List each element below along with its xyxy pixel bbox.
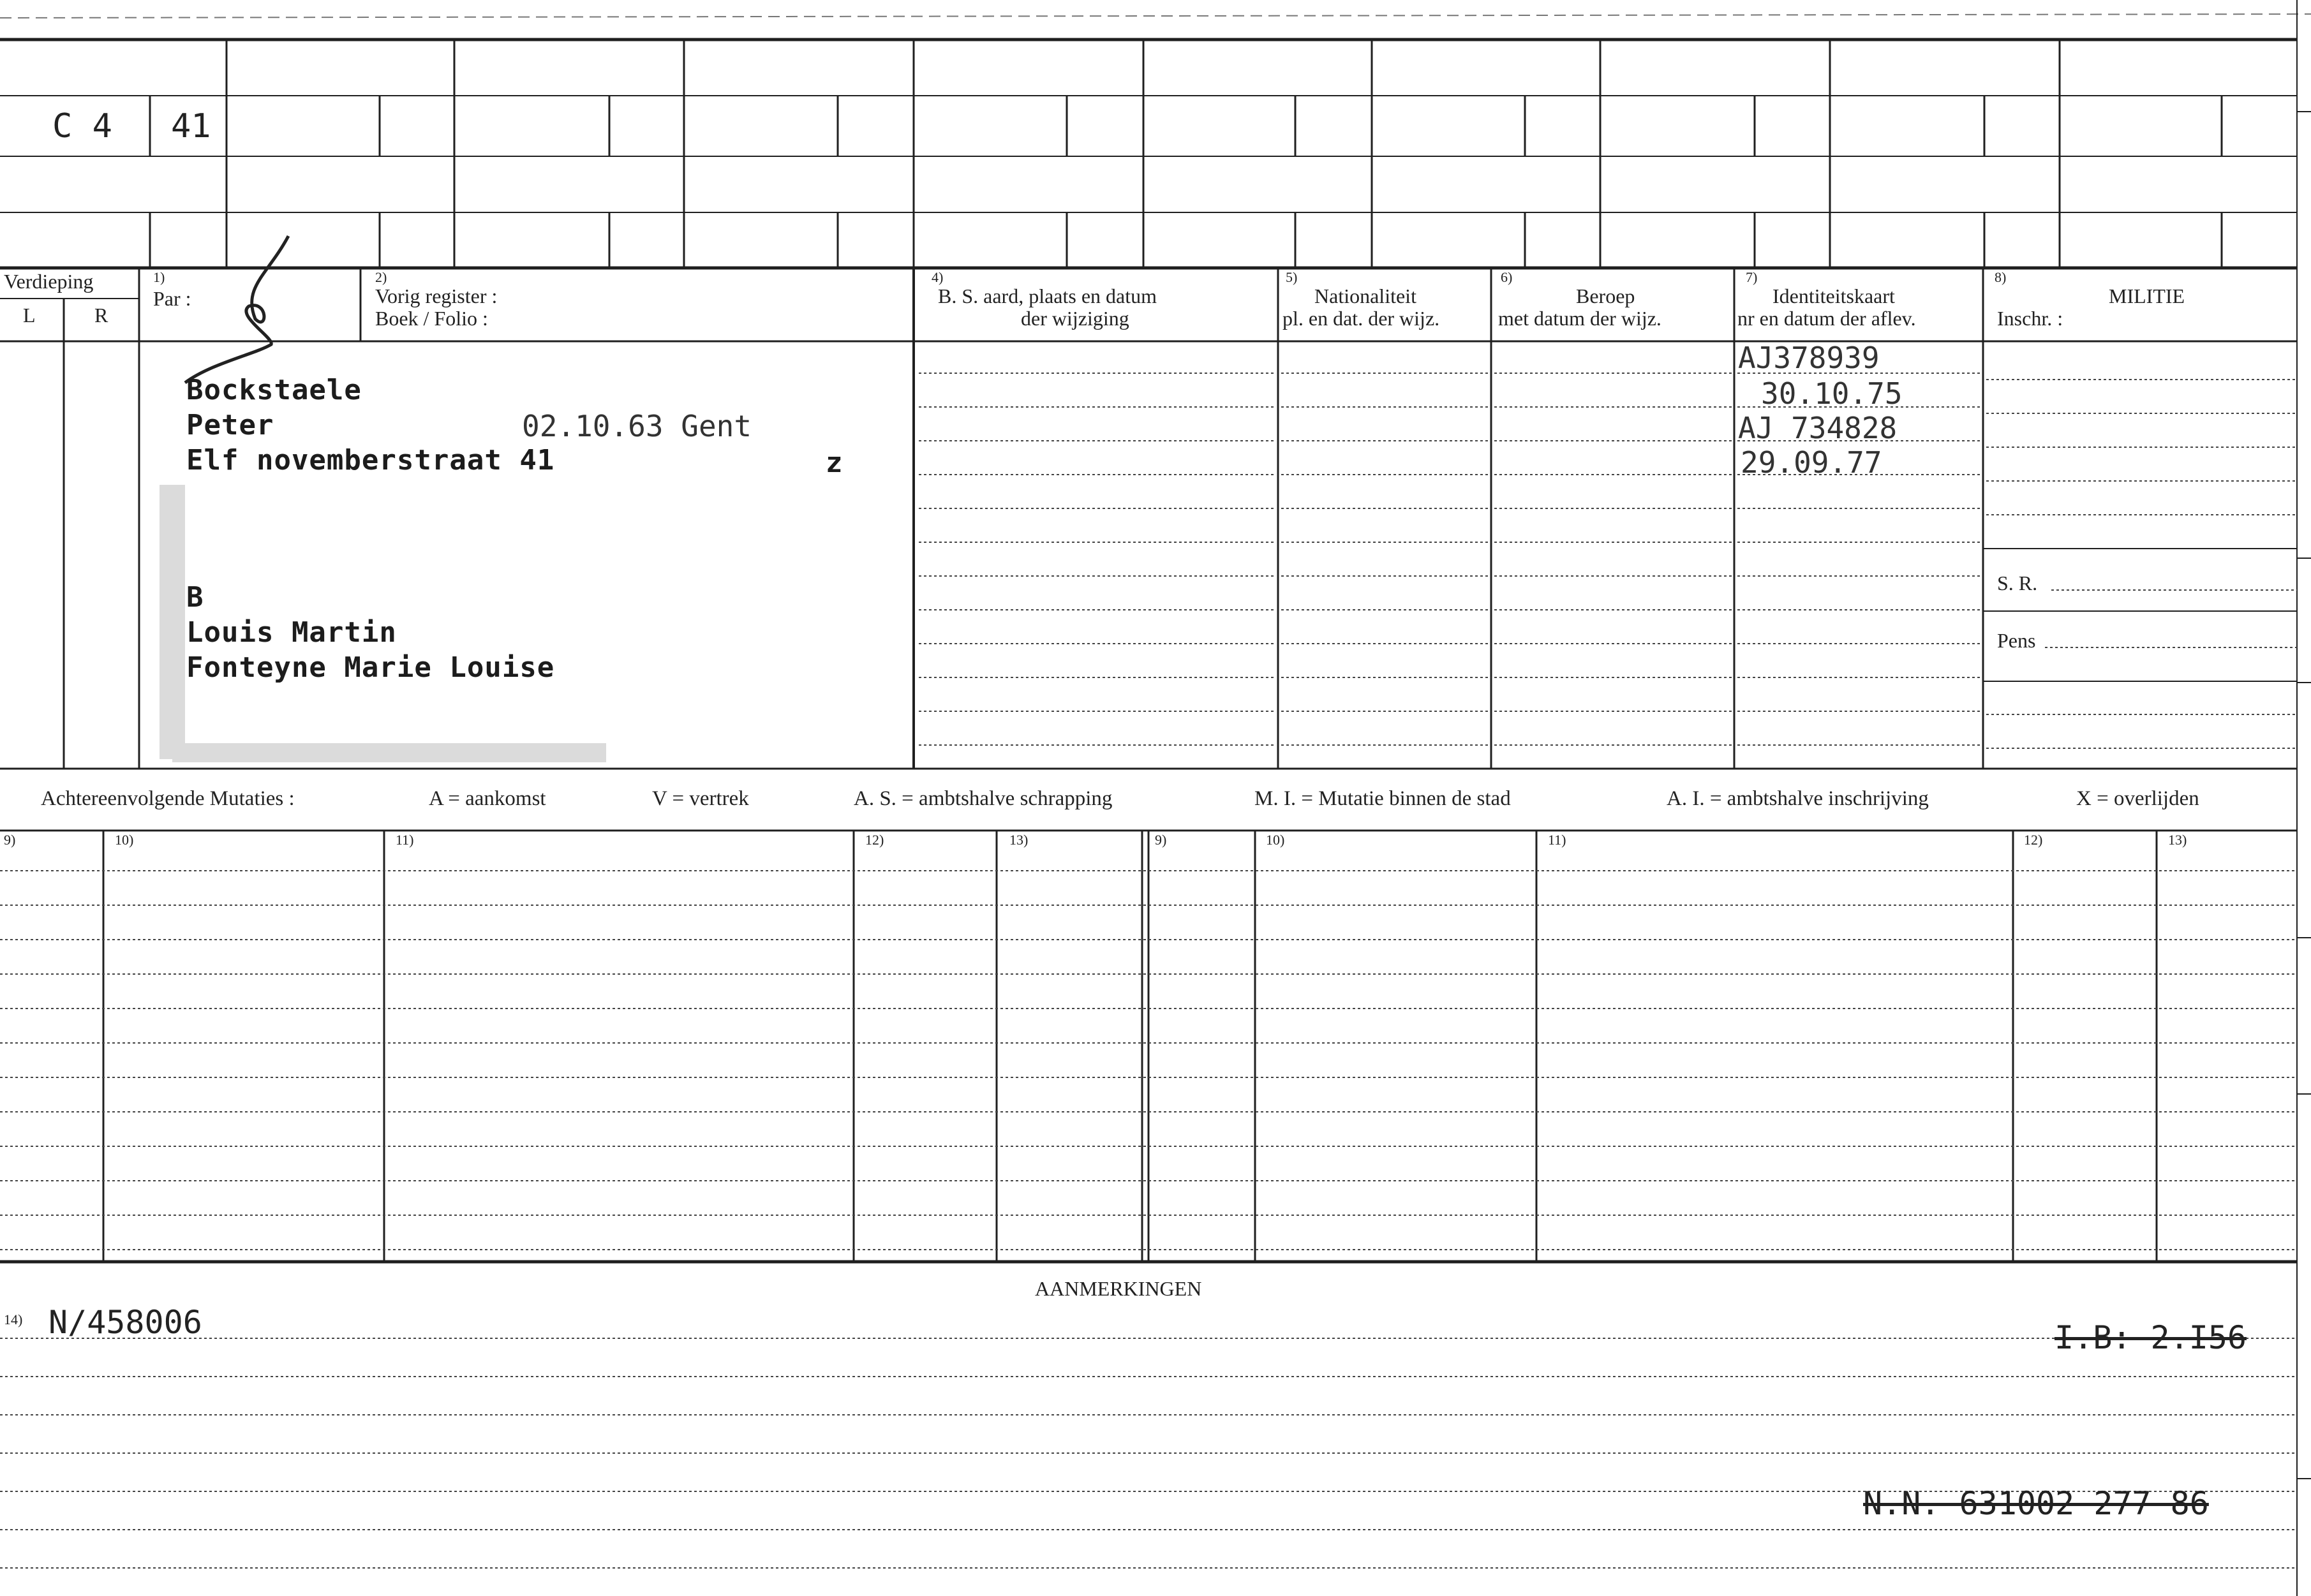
right-header: R [94, 304, 108, 327]
mut-col-11a: 11) [396, 832, 414, 848]
col6-line1: Beroep [1576, 284, 1635, 307]
col2-line1: Vorig register : [375, 284, 498, 307]
col5-line2: pl. en dat. der wijz. [1282, 307, 1440, 330]
remarks-nn: N.N. 631002 277 86 [1863, 1485, 2209, 1522]
person-surname: Bockstaele [186, 374, 362, 406]
col8-number: 8) [1995, 269, 2007, 285]
id-card-1-number: AJ378939 [1738, 341, 1880, 375]
col7-number: 7) [1746, 269, 1758, 285]
legend-aankomst: A = aankomst [429, 787, 546, 810]
col6-line2: met datum der wijz. [1498, 307, 1661, 330]
legend-mutatie: M. I. = Mutatie binnen de stad [1254, 787, 1511, 810]
militie-title: MILITIE [2109, 284, 2185, 307]
remarks-code: N/458006 [48, 1304, 202, 1341]
mutations-title: Achtereenvolgende Mutaties : [41, 787, 295, 810]
block-code: C 4 [52, 107, 112, 145]
address-mark: z [826, 447, 843, 479]
mut-col-12a: 12) [865, 832, 884, 848]
col5-number: 5) [1286, 269, 1298, 285]
left-header: L [23, 304, 36, 327]
remarks-ib: I.B: 2.I56 [2055, 1319, 2247, 1356]
col6-number: 6) [1501, 269, 1513, 285]
col5-line1: Nationaliteit [1314, 284, 1416, 307]
person-firstname: Peter [186, 409, 274, 441]
mut-col-11b: 11) [1548, 832, 1566, 848]
col4-line1: B. S. aard, plaats en datum [938, 284, 1157, 307]
mut-col-12b: 12) [2024, 832, 2043, 848]
mut-col-9a: 9) [4, 832, 16, 848]
id-card-2-number: AJ 734828 [1738, 411, 1898, 445]
col7-line2: nr en datum der aflev. [1737, 307, 1916, 330]
col1-label: Par : [153, 287, 191, 310]
remarks-number: 14) [4, 1312, 23, 1327]
legend-overlijden: X = overlijden [2076, 787, 2199, 810]
militie-inschr: Inschr. : [1997, 307, 2063, 330]
col2-line2: Boek / Folio : [375, 307, 488, 330]
militie-pens: Pens [1997, 629, 2036, 652]
col1-number: 1) [153, 269, 165, 285]
mut-col-10a: 10) [115, 832, 134, 848]
relation-mark: B [186, 581, 204, 614]
col7-line1: Identiteitskaart [1772, 284, 1895, 307]
verdieping-header: Verdieping [4, 270, 94, 293]
remarks-title: AANMERKINGEN [1035, 1277, 1202, 1300]
house-number: 41 [171, 107, 211, 145]
legend-schrapping: A. S. = ambtshalve schrapping [854, 787, 1113, 810]
signature-squiggle [185, 236, 288, 383]
mut-col-10b: 10) [1266, 832, 1285, 848]
person-address: Elf novemberstraat 41 [186, 444, 555, 477]
col4-line2: der wijziging [1021, 307, 1129, 330]
mut-col-9b: 9) [1155, 832, 1167, 848]
mut-col-13b: 13) [2168, 832, 2187, 848]
person-father: Louis Martin [186, 616, 397, 649]
id-card-2-date: 29.09.77 [1741, 445, 1882, 480]
mut-col-13a: 13) [1009, 832, 1029, 848]
id-card-1-date: 30.10.75 [1761, 376, 1903, 411]
legend-vertrek: V = vertrek [652, 787, 749, 810]
person-birth: 02.10.63 Gent [522, 409, 752, 443]
col2-number: 2) [375, 269, 387, 285]
militie-sr: S. R. [1997, 572, 2038, 595]
col4-number: 4) [932, 269, 944, 285]
legend-inschrijving: A. I. = ambtshalve inschrijving [1667, 787, 1929, 810]
person-mother: Fonteyne Marie Louise [186, 651, 555, 684]
